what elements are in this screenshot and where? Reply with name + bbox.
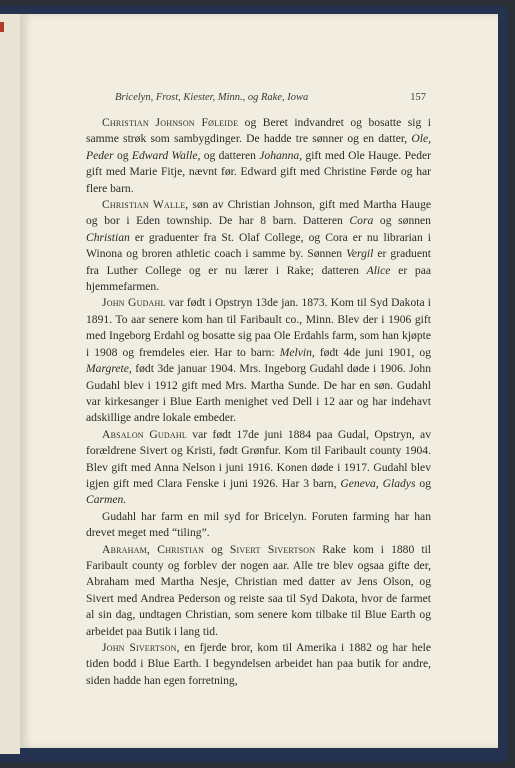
paragraph [86,197,431,295]
person-name: Absalon Gudahl [102,427,187,441]
paragraph-text: og Beret indvandret og bosatte sig i samme strøk som sambygdinger. De hadde tre sønner og en datter, [86,116,431,146]
book-page [20,14,498,748]
paragraph-text: og [113,148,132,162]
paragraph-text: er paa hjemmefarmen. [86,263,431,294]
paragraph-text: og [415,476,431,490]
italic-name: Alice [366,263,391,277]
paragraph [86,542,431,640]
paragraph-text: og datteren [200,148,260,162]
page-number: 157 [410,92,426,103]
paragraph-text: født 3de januar 1904. Mrs. Ingeborg Gudahl døde i 1906. John Gudahl blev i 1912 gift med Mrs. Martha Sunde. De har en søn. Gudahl var kirkesanger i Blue Earth menighet ved Dell i 12 aar og har indehavt adskillige andre lokale embeder. [86,362,431,425]
paragraph [86,640,431,689]
italic-name: Johanna, [259,148,303,162]
paragraph [86,509,431,542]
paragraph-text: Rake kom i 1880 til Faribault county og forblev der nogen aar. Alle tre blev ogsaa gifte der, Abraham med Martha Nesje, Christian med datter av Jens Olson, og Sivert med Andrea Pederson og reiste saa til Syd Dakota, hvor de farmet al sin dag, undtagen Christian, som senere kom tilbake til Blue Earth og arbeidet paa Butik i lang tid. [86,542,432,638]
italic-name: Margrete, [86,362,132,376]
person-name: Sivert Sivertson [229,542,316,556]
paragraph-text: og sønnen [373,214,431,228]
italic-name: Christian [86,230,130,244]
italic-name: Ole, Peder [86,132,431,162]
paragraph-text: gift med Ole Hauge. Peder gift med Marie Fitje, nævnt før. Edward gift med Christine Førde og har flere barn. [86,148,432,195]
facing-page-mark [0,22,4,32]
italic-name: Cora [349,214,374,228]
italic-name: Carmen. [86,493,127,507]
paragraph-text: født 4de juni 1901, og [314,345,432,359]
paragraph-text: søn av Christian Johnson, gift med Martha Hauge og bor i Eden township. De har 8 barn. Datteren [86,198,432,228]
italic-name: Vergil [346,247,374,261]
paragraph-text: og [204,542,230,556]
person-name: Christian Johnson Føleide [102,116,239,129]
facing-page-edge [0,14,20,754]
paragraph [86,115,431,197]
person-name: Christian Walle, [102,198,189,212]
paragraph-text: er graduent fra Luther College og er nu lærer i Rake; datteren [86,247,431,277]
paragraph-text: er graduenter fra St. Olaf College, og Cora er nu librarian i Winona og broren athletic coach i samme by. Sønnen [86,230,431,261]
person-name: John Sivertson, [102,641,180,654]
person-name: John Gudahl [102,296,166,310]
page-body [86,115,431,689]
italic-name: Melvin, [279,345,315,359]
paragraph-text: en fjerde bror, kom til Amerika i 1882 og har hele tiden bodd i Blue Earth. I begyndelsen arbeidet han paa butik for andre, siden hadde han egen forretning, [86,641,431,687]
page-header [20,92,498,108]
paragraph [86,427,431,509]
italic-name: Edward Walle, [131,148,201,162]
paragraph [86,295,431,426]
paragraph-text: Gudahl har farm en mil syd for Bricelyn. Foruten farming har han drevet meget med “tiling”. [86,509,431,540]
person-name: Abraham, Christian [102,542,205,556]
running-head: Bricelyn, Frost, Kiester, Minn., og Rake, Iowa [115,92,309,103]
italic-name: Geneva, Gladys [340,476,416,490]
paragraph-text: var født i Opstryn 13de jan. 1873. Kom til Syd Dakota i 1891. To aar senere kom han til Faribault co., Minn. Blev der i 1906 gift med Ingeborg Erdahl og bosatte sig paa Ole Erdahls farm, som han kjøpte i 1908 og fremdeles eier. Har to barn: [86,296,431,359]
paragraph-text: var født 17de juni 1884 paa Gudal, Opstryn, av forældrene Sivert og Kristi, født Grønfur. Kom til Faribault county 1904. Blev gift med Anna Nelson i juni 1916. Konen døde i 1917. Gudahl blev igjen gift med Clara Fenske i juni 1926. Har 3 barn, [86,427,431,490]
